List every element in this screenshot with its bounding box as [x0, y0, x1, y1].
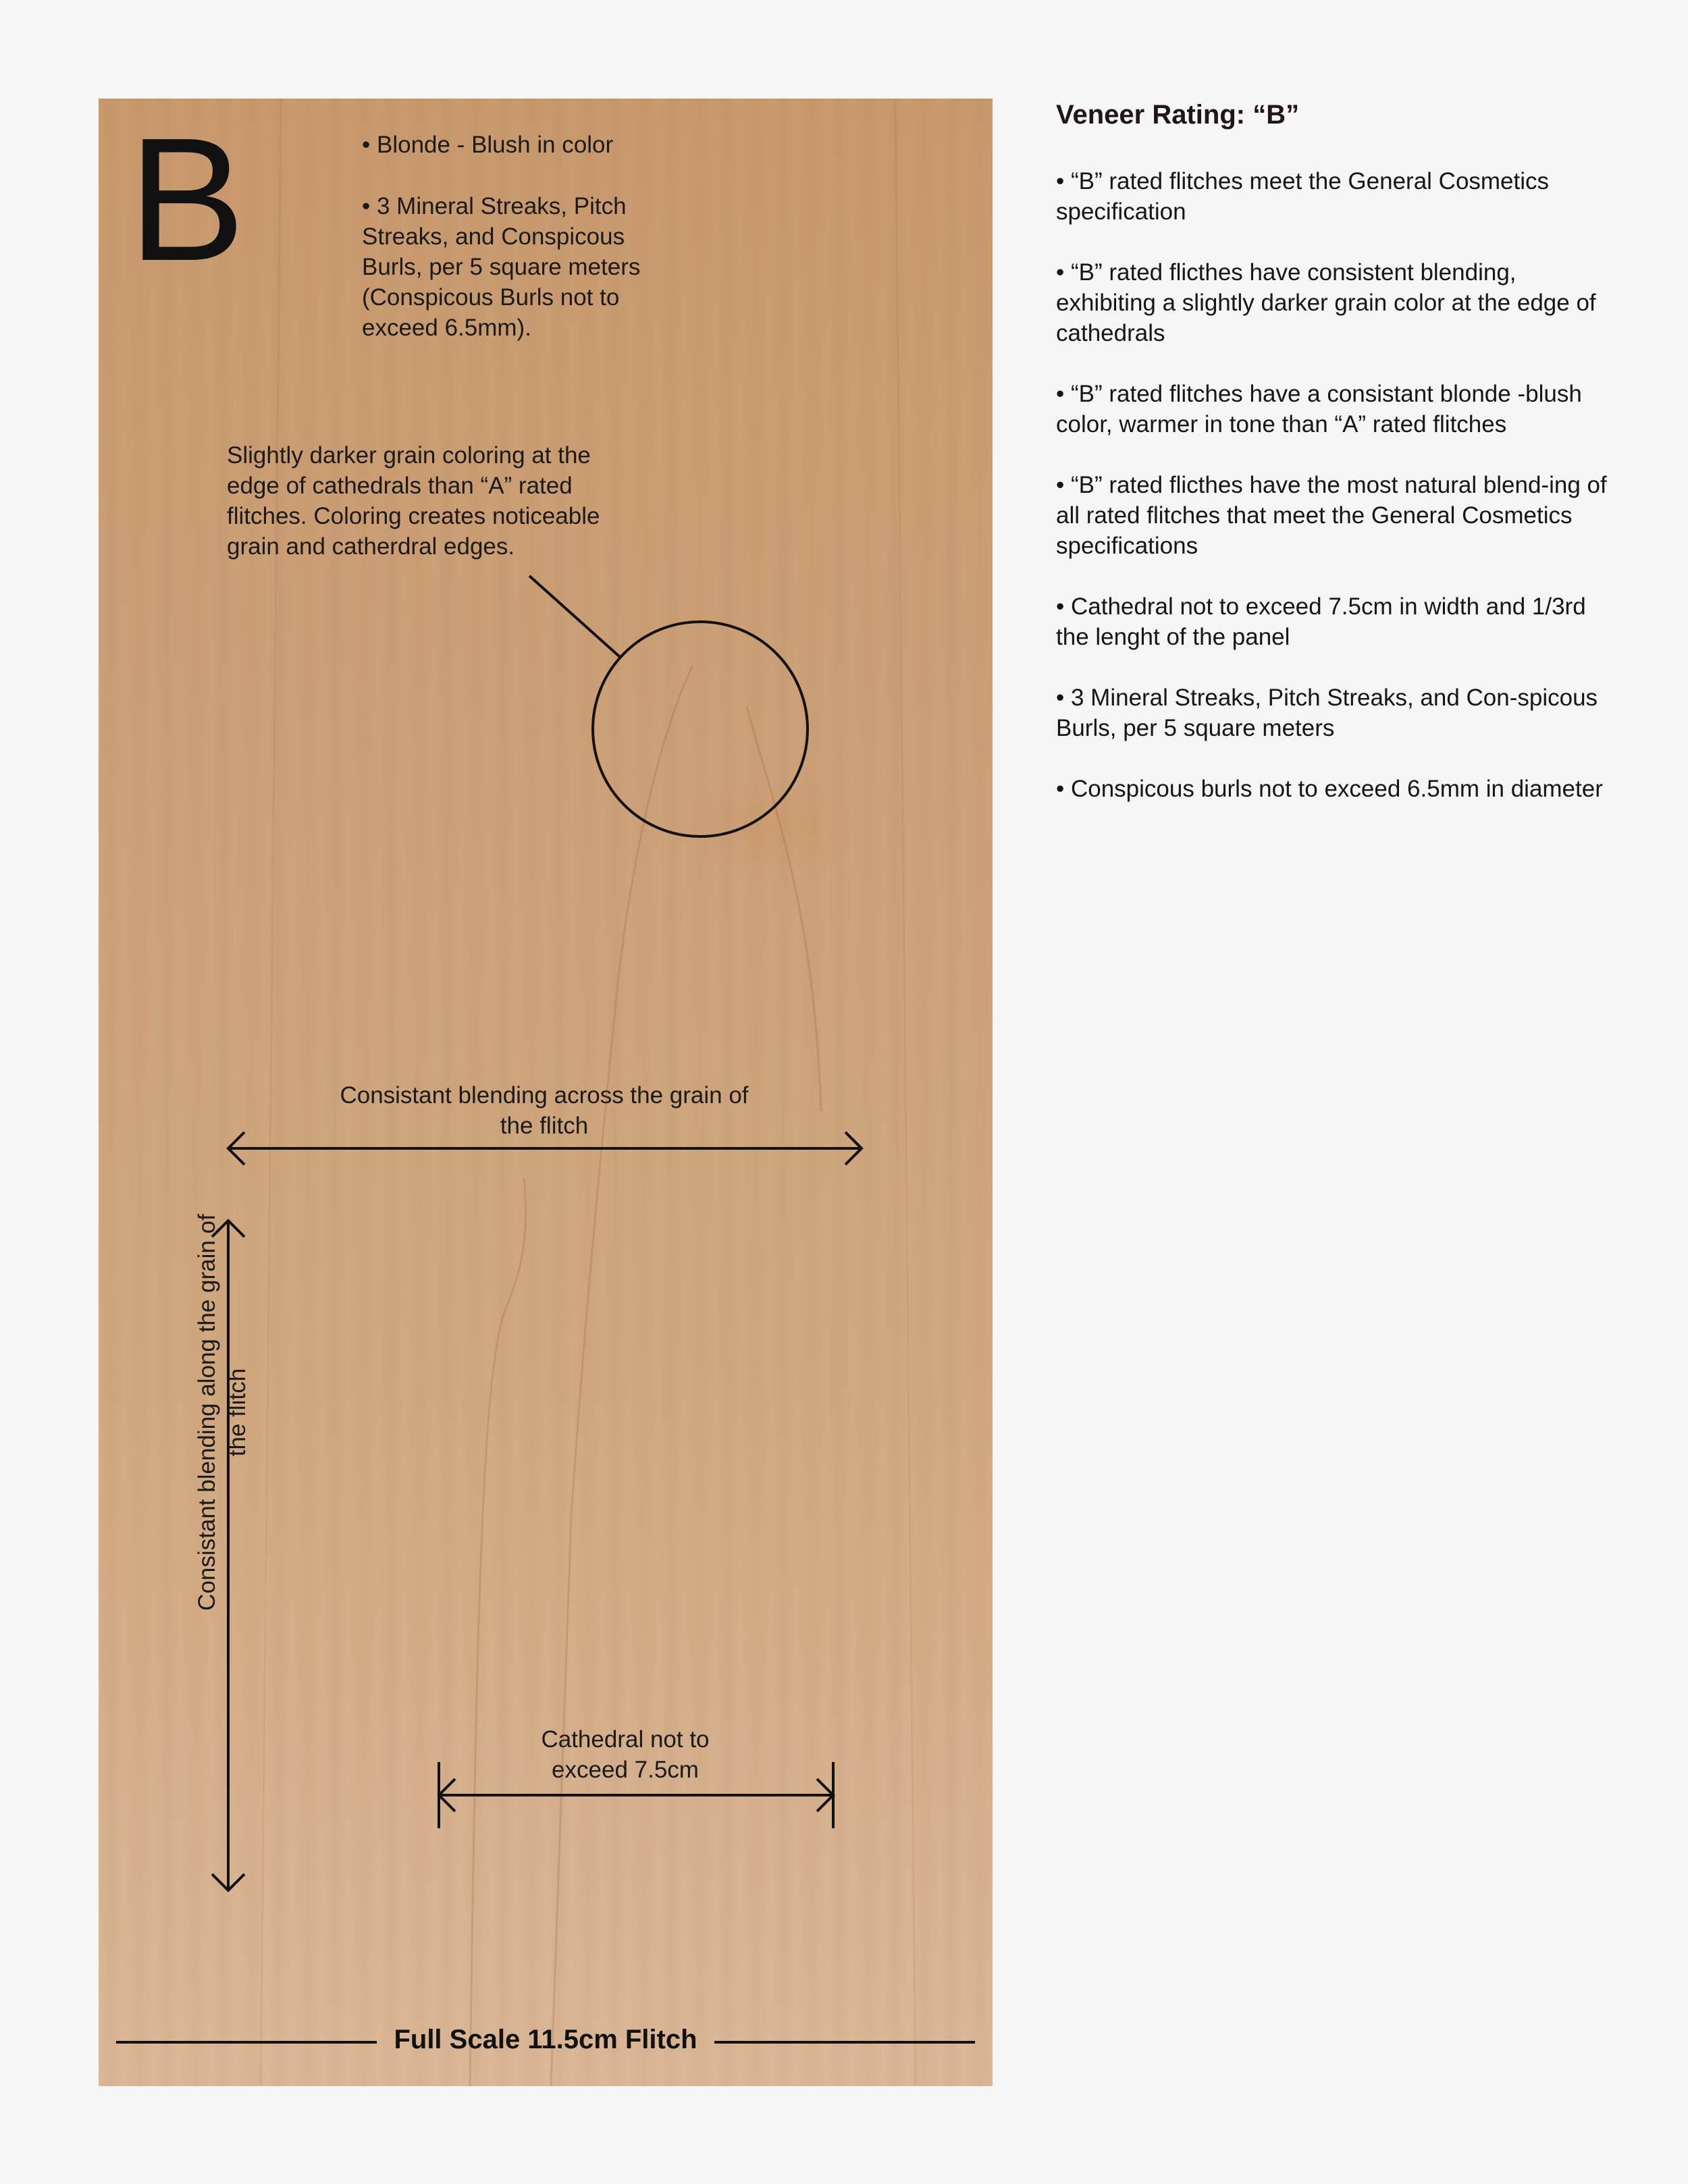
rating-description — [1056, 99, 1610, 834]
cathedral-note: Slightly darker grain coloring at the edge of cathedrals than “A” rated flitches. Coloring creates noticeable grain and catherdral edges. — [227, 442, 600, 560]
along-grain-arrow — [212, 1221, 244, 1890]
veneer-sample-panel — [99, 99, 993, 2086]
grade-letter: B — [128, 102, 246, 298]
annotation-overlay — [99, 99, 993, 2086]
color-note: • Blonde - Blush in color — [362, 132, 614, 158]
cathedral-width-dimension — [439, 1762, 833, 1828]
across-grain-arrow — [228, 1132, 862, 1165]
full-scale-label — [99, 2025, 993, 2055]
rating-bullet: • Conspicous burls not to exceed 6.5mm in diameter — [1056, 776, 1603, 802]
rating-bullet: • 3 Mineral Streaks, Pitch Streaks, and Con-spicous Burls, per 5 square meters — [1056, 685, 1598, 741]
along-grain-note: Consistant blending along the grain of the flitch — [194, 1214, 250, 1611]
rating-title: Veneer Rating: “B” — [1056, 100, 1300, 130]
rating-bullet: • Cathedral not to exceed 7.5cm in width and 1/3rd the lenght of the panel — [1056, 593, 1586, 650]
defects-note: • 3 Mineral Streaks, Pitch Streaks, and Conspicous Burls, per 5 square meters (Conspicous Burls not to exceed 6.5mm). — [362, 193, 641, 341]
rating-bullet: • “B” rated flicthes have the most natural blend-ing of all rated flitches that meet the General Cosmetics specifications — [1056, 472, 1607, 559]
full-scale-text: Full Scale 11.5cm Flitch — [394, 2025, 697, 2054]
callout-circle — [529, 576, 808, 836]
across-grain-note: Consistant blending across the grain of the flitch — [340, 1082, 749, 1139]
cathedral-width-note: Cathedral not to exceed 7.5cm — [541, 1726, 710, 1783]
rating-bullet: • “B” rated flicthes have consistent blending, exhibiting a slightly darker grain color at the edge of cathedrals — [1056, 259, 1596, 346]
wood-grain — [261, 99, 916, 2086]
rating-bullet: • “B” rated flitches have a consistant blonde -blush color, warmer in tone than “A” rated flitches — [1056, 381, 1582, 437]
rating-bullet: • “B” rated flitches meet the General Cosmetics specification — [1056, 168, 1550, 225]
